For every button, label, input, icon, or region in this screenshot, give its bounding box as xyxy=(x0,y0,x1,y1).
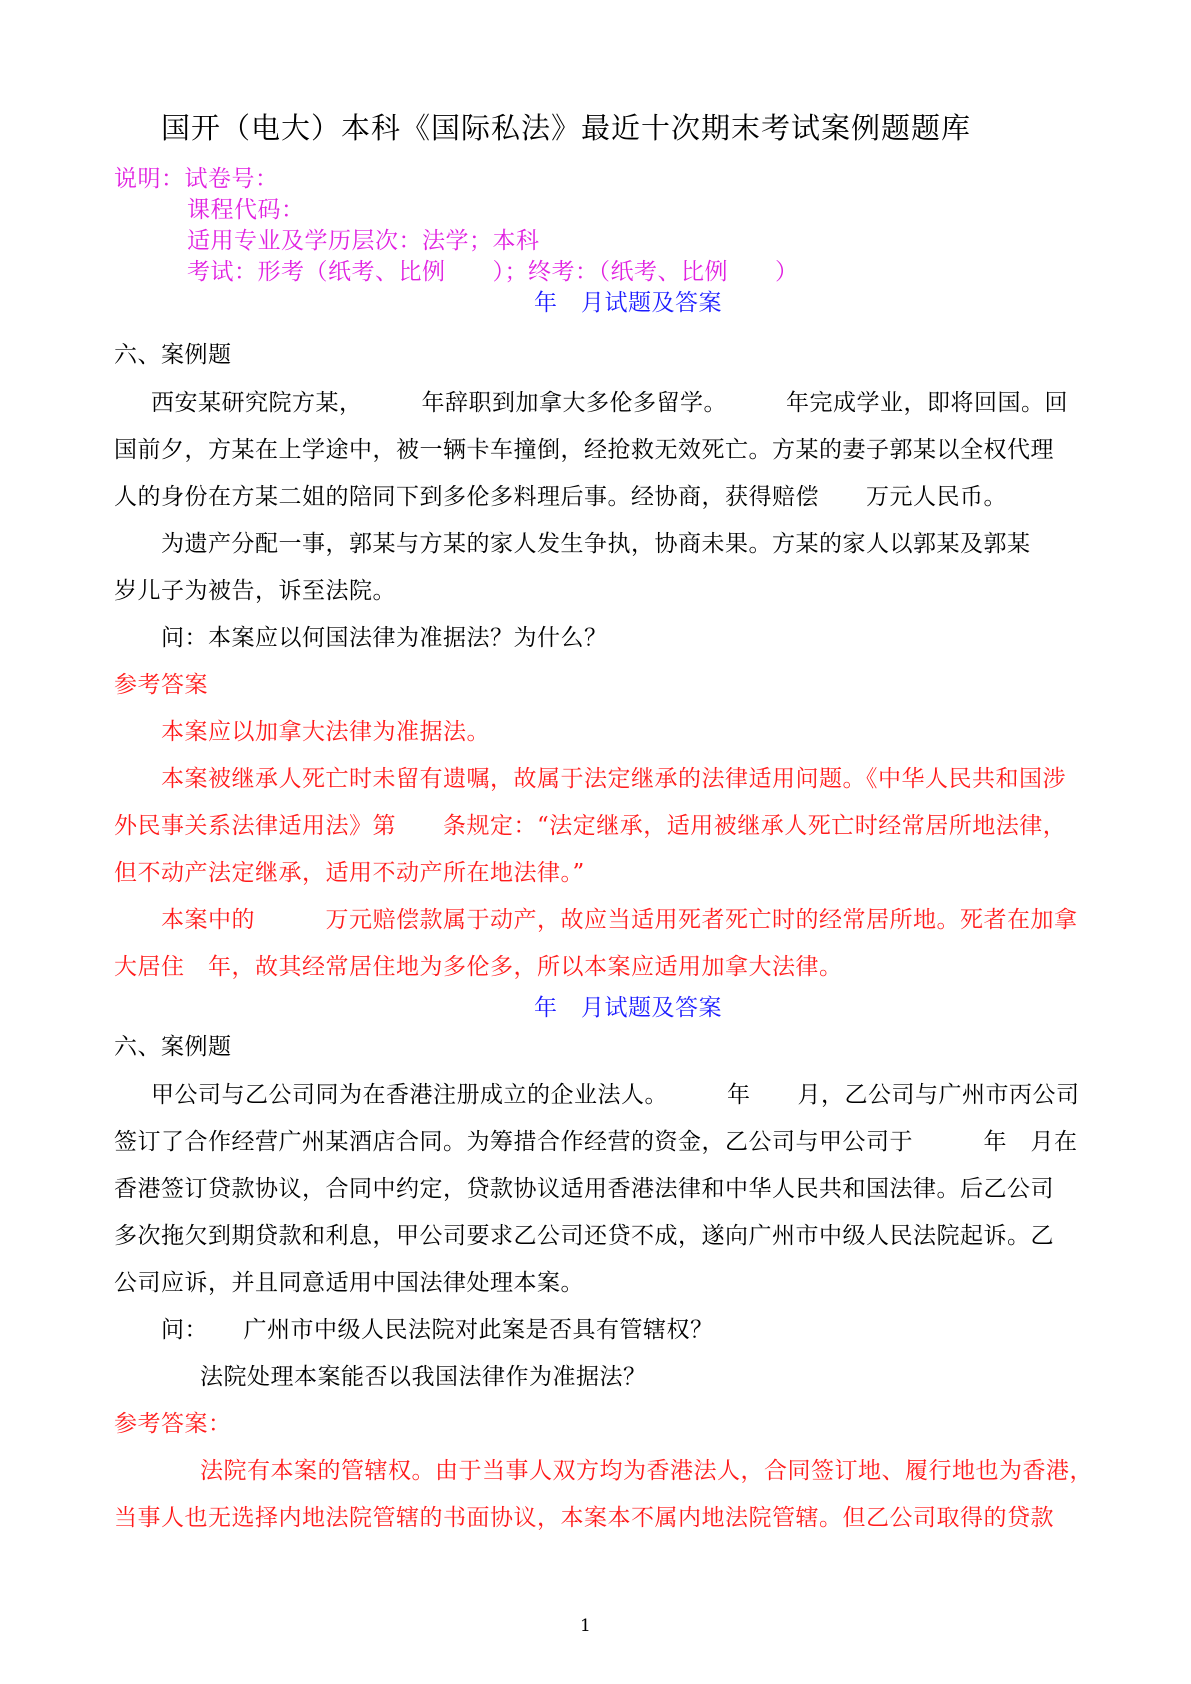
section1-answer-line: 但不动产法定继承，适用不动产所在地法律。” xyxy=(114,860,585,886)
section1-answer-line: 本案被继承人死亡时未留有遗嘱，故属于法定继承的法律适用问题。《中华人民共和国涉 xyxy=(161,766,1066,792)
section1-answer-line: 本案应以加拿大法律为准据法。 xyxy=(161,719,490,745)
section1-answer-line: 大居住 年，故其经常居住地为多伦多，所以本案应适用加拿大法律。 xyxy=(114,954,843,980)
section1-label: 六、案例题 xyxy=(114,342,232,368)
section2-case-line: 甲公司与乙公司同为在香港注册成立的企业法人。 年 月，乙公司与广州市丙公司 xyxy=(151,1082,1080,1108)
section1-case-line: 西安某研究院方某， 年辞职到加拿大多伦多留学。 年完成学业，即将回国。回 xyxy=(151,390,1068,416)
section1-case-line: 国前夕，方某在上学途中，被一辆卡车撞倒，经抢救无效死亡。方某的妻子郭某以全权代理 xyxy=(114,437,1054,463)
section2-case-line: 多次拖欠到期贷款和利息，甲公司要求乙公司还贷不成，遂向广州市中级人民法院起诉。乙 xyxy=(114,1223,1054,1249)
info-line-course-code: 课程代码： xyxy=(187,197,305,223)
section1-case-line: 岁儿子为被告，诉至法院。 xyxy=(114,578,396,604)
page-number: 1 xyxy=(580,1616,591,1636)
section2-question-2: 法院处理本案能否以我国法律作为准据法？ xyxy=(200,1364,647,1390)
info-line-exam-number: 说明：试卷号： xyxy=(114,166,279,192)
section2-label: 六、案例题 xyxy=(114,1034,232,1060)
section1-answer-label: 参考答案 xyxy=(114,672,208,698)
section2-question-1: 问： 广州市中级人民法院对此案是否具有管辖权？ xyxy=(161,1317,714,1343)
document-title: 国开（电大）本科《国际私法》最近十次期末考试案例题题库 xyxy=(161,111,972,145)
section1-case-line: 为遗产分配一事，郭某与方某的家人发生争执，协商未果。方某的家人以郭某及郭某 xyxy=(161,531,1031,557)
section2-heading: 年 月试题及答案 xyxy=(534,995,722,1021)
section1-question: 问：本案应以何国法律为准据法？为什么？ xyxy=(161,625,608,651)
section2-case-line: 签订了合作经营广州某酒店合同。为筹措合作经营的资金，乙公司与甲公司于 年 月在 xyxy=(114,1129,1078,1155)
info-line-exam-type: 考试：形考（纸考、比例 ）；终考：（纸考、比例 ） xyxy=(187,259,799,285)
section1-answer-line: 本案中的 万元赔偿款属于动产，故应当适用死者死亡时的经常居所地。死者在加拿 xyxy=(161,907,1078,933)
section2-case-line: 香港签订贷款协议，合同中约定，贷款协议适用香港法律和中华人民共和国法律。后乙公司 xyxy=(114,1176,1054,1202)
info-line-major: 适用专业及学历层次：法学；本科 xyxy=(187,228,540,254)
section2-answer-line: 当事人也无选择内地法院管辖的书面协议，本案本不属内地法院管辖。但乙公司取得的贷款 xyxy=(114,1505,1054,1531)
section1-case-line: 人的身份在方某二姐的陪同下到多伦多料理后事。经协商，获得赔偿 万元人民币。 xyxy=(114,484,1007,510)
section2-answer-line: 法院有本案的管辖权。由于当事人双方均为香港法人，合同签订地、履行地也为香港， xyxy=(200,1458,1093,1484)
section1-heading: 年 月试题及答案 xyxy=(534,290,722,316)
section2-case-line: 公司应诉，并且同意适用中国法律处理本案。 xyxy=(114,1270,584,1296)
section1-answer-line: 外民事关系法律适用法》第 条规定：“法定继承，适用被继承人死亡时经常居所地法律， xyxy=(114,813,1067,839)
section2-answer-label: 参考答案： xyxy=(114,1411,232,1437)
